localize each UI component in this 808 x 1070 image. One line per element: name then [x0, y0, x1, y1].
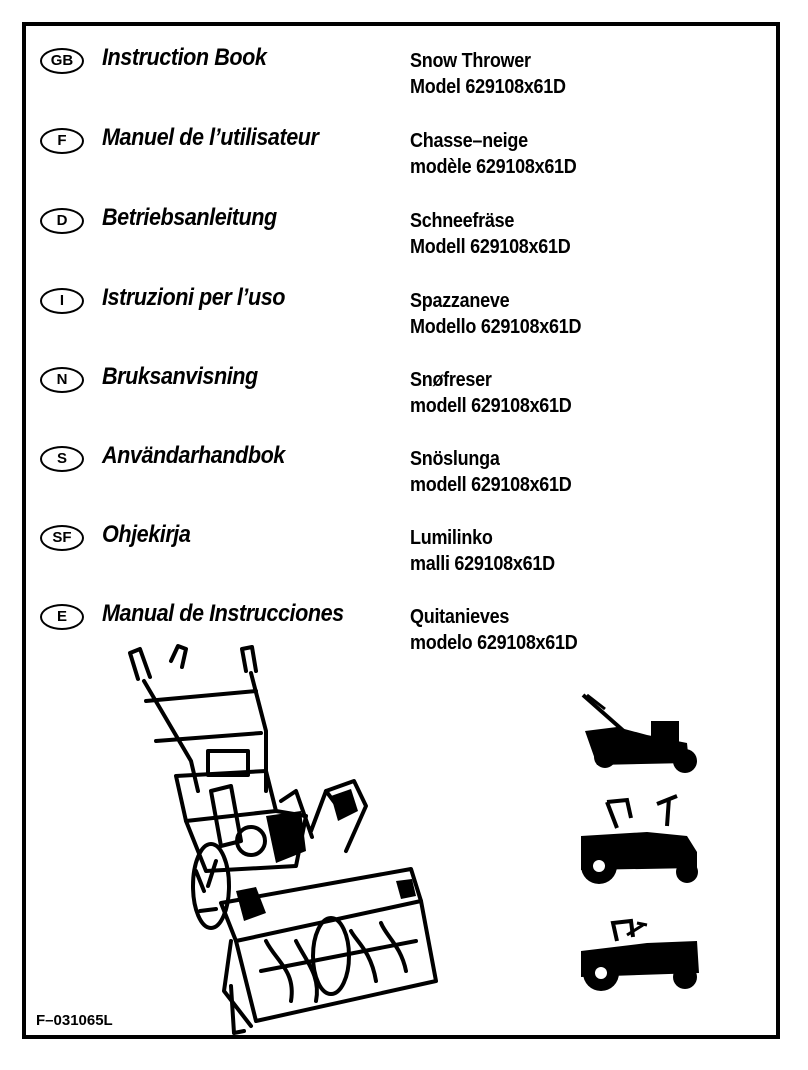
language-badge: GB: [40, 48, 84, 74]
model-number: modell 629108x61D: [410, 395, 572, 417]
language-badge: F: [40, 128, 84, 154]
lawn-rider-icon: [577, 792, 707, 884]
book-title: Betriebsanleitung: [102, 204, 277, 231]
product-name: Snow Thrower: [410, 50, 531, 72]
language-badge: N: [40, 367, 84, 393]
product-block: [410, 525, 555, 577]
product-block: [410, 208, 571, 260]
language-badge: S: [40, 446, 84, 472]
language-row-i: [26, 274, 776, 344]
model-number: malli 629108x61D: [410, 553, 555, 575]
language-row-sf: [26, 511, 776, 581]
model-number: Modello 629108x61D: [410, 316, 582, 338]
product-name: Lumilinko: [410, 527, 493, 549]
book-title: Istruzioni per l’uso: [102, 284, 286, 311]
product-name: Spazzaneve: [410, 290, 510, 312]
language-badge: E: [40, 604, 84, 630]
product-block: [410, 128, 577, 180]
language-badge: SF: [40, 525, 84, 551]
book-title: Instruction Book: [102, 44, 267, 71]
product-name: Schneefräse: [410, 210, 515, 232]
language-row-gb: [26, 34, 776, 104]
language-row-s: [26, 432, 776, 502]
model-number: modelo 629108x61D: [410, 632, 578, 654]
language-badge: I: [40, 288, 84, 314]
book-title: Manuel de l’utilisateur: [102, 124, 319, 151]
language-row-n: [26, 353, 776, 423]
product-block: [410, 48, 566, 100]
product-block: [410, 446, 572, 498]
product-block: [410, 288, 581, 340]
snow-thrower-illustration: [116, 641, 456, 1036]
language-row-d: [26, 194, 776, 264]
language-row-f: [26, 114, 776, 184]
book-title: Manual de Instrucciones: [102, 600, 344, 627]
model-number: Modell 629108x61D: [410, 236, 571, 258]
model-number: Model 629108x61D: [410, 76, 566, 98]
product-name: Snöslunga: [410, 448, 500, 470]
product-name: Quitanieves: [410, 606, 510, 628]
language-badge: D: [40, 208, 84, 234]
product-name: Snøfreser: [410, 369, 492, 391]
document-code: F–031065L: [36, 1012, 113, 1029]
product-block: [410, 367, 572, 419]
book-title: Bruksanvisning: [102, 363, 258, 390]
book-title: Användarhandbok: [102, 442, 285, 469]
model-number: modell 629108x61D: [410, 474, 572, 496]
book-title: Ohjekirja: [102, 521, 191, 548]
model-number: modèle 629108x61D: [410, 156, 577, 178]
lawn-mower-icon: [577, 691, 707, 776]
product-name: Chasse–neige: [410, 130, 528, 152]
garden-tractor-icon: [577, 911, 707, 993]
page-frame: [22, 22, 780, 1039]
